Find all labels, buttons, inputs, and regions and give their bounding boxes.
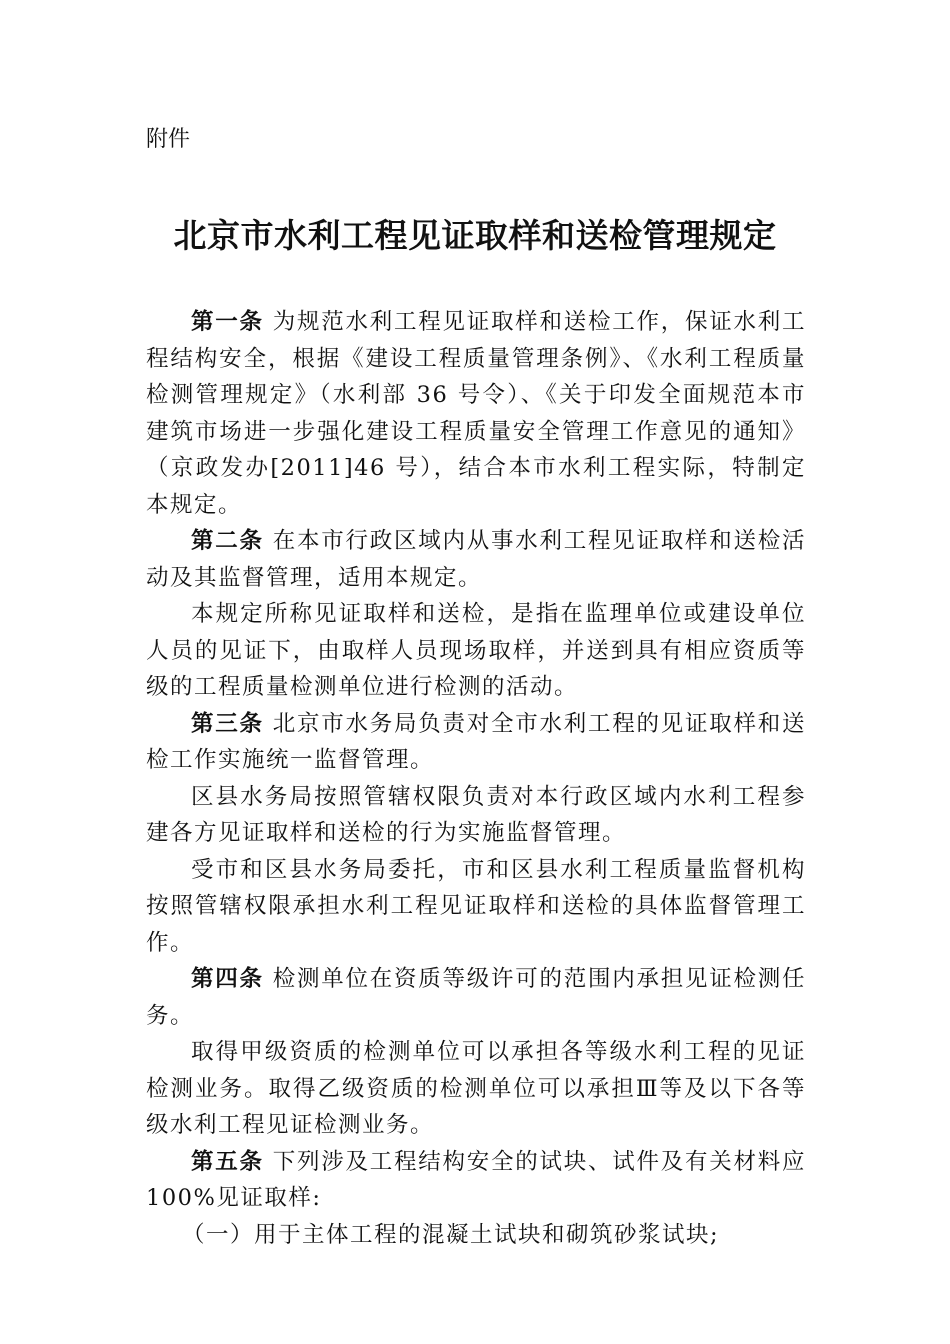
paragraph <box>146 596 806 706</box>
article-number: 第四条 <box>191 966 264 992</box>
paragraph-text: 下列涉及工程结构安全的试块、试件及有关材料应 100%见证取样: <box>146 1148 806 1211</box>
paragraph-article-5 <box>146 1144 806 1217</box>
document-title: 北京市水利工程见证取样和送检管理规定 <box>173 216 777 255</box>
article-number: 第五条 <box>191 1148 264 1175</box>
paragraph-text: 受市和区县水务局委托，市和区县水利工程质量监督机构按照管辖权限承担水利工程见证取样和送检的具体监督管理工作。 <box>146 856 806 956</box>
paragraph-text: 本规定所称见证取样和送检，是指在监理单位或建设单位人员的见证下，由取样人员现场取样，并送到具有相应资质等级的工程质量检测单位进行检测的活动。 <box>146 601 806 700</box>
paragraph-article-4 <box>146 961 806 1034</box>
paragraph-text: 区县水务局按照管辖权限负责对本行政区域内水利工程参建各方见证取样和送检的行为实施监督管理。 <box>146 783 806 846</box>
paragraph-article-3 <box>146 706 806 779</box>
list-item <box>146 1217 806 1254</box>
paragraph-text: 北京市水务局负责对全市水利工程的见证取样和送检工作实施统一监督管理。 <box>146 710 806 773</box>
paragraph-text: 检测单位在资质等级许可的范围内承担见证检测任务。 <box>146 966 806 1029</box>
paragraph <box>146 852 806 962</box>
attachment-label: 附件 <box>146 127 191 152</box>
paragraph-text: （一）用于主体工程的混凝土试块和砌筑砂浆试块; <box>182 1221 720 1248</box>
paragraph-text: 在本市行政区域内从事水利工程见证取样和送检活动及其监督管理，适用本规定。 <box>146 528 806 591</box>
article-number: 第一条 <box>191 309 264 335</box>
paragraph-article-2 <box>146 523 806 596</box>
article-number: 第二条 <box>191 528 264 554</box>
paragraph-text: 为规范水利工程见证取样和送检工作，保证水利工程结构安全，根据《建设工程质量管理条例》、《水利工程质量检测管理规定》（水利部 36 号令）、《关于印发全面规范本市建筑市场进一步强化建设工程质量安全管理工作意见的通知》（京政发办[2011]46 号），结合本市水利工程实际，特制定本规定。 <box>146 309 806 518</box>
paragraph-text: 取得甲级资质的检测单位可以承担各等级水利工程的见证检测业务。取得乙级资质的检测单位可以承担Ⅲ等及以下各等级水利工程见证检测业务。 <box>146 1039 806 1138</box>
document-body <box>146 304 806 1253</box>
paragraph-article-1 <box>146 304 806 523</box>
paragraph <box>146 779 806 852</box>
article-number: 第三条 <box>191 710 264 737</box>
paragraph <box>146 1034 806 1144</box>
